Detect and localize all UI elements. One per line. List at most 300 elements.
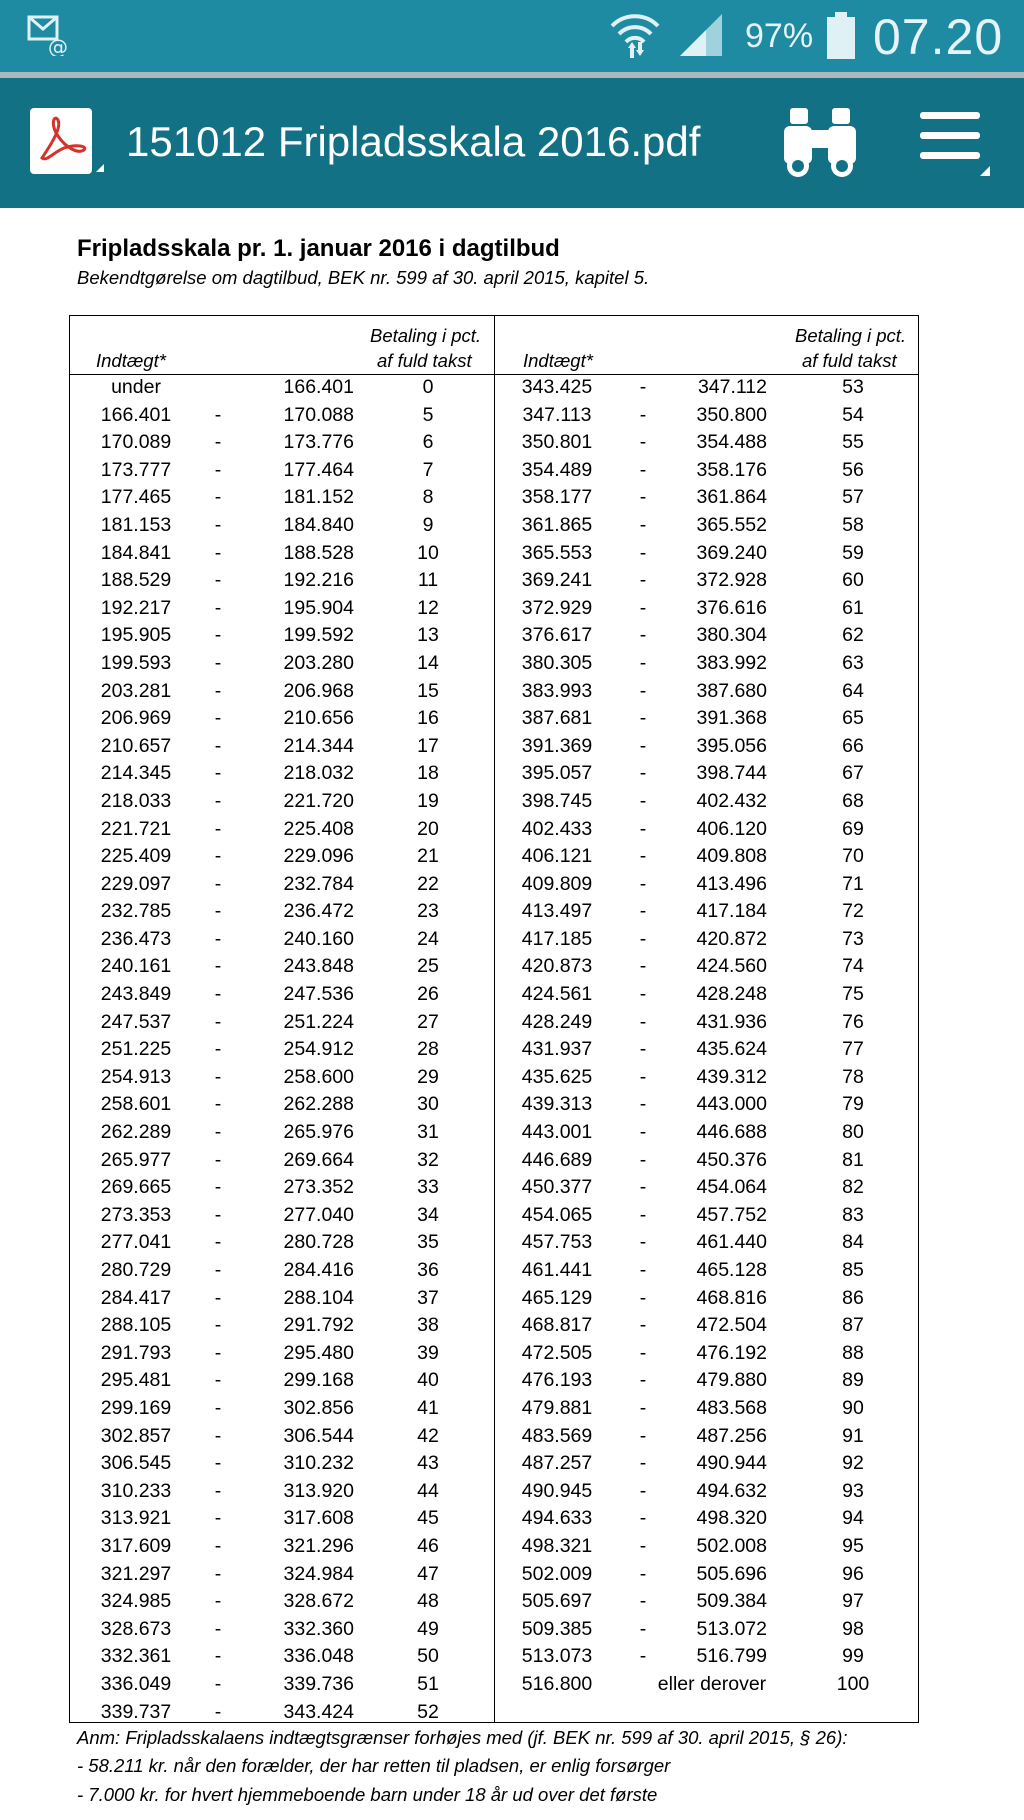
binoculars-search-icon[interactable] — [780, 106, 860, 178]
cell-pct: 9 — [422, 513, 434, 536]
cell-dash: - — [214, 651, 222, 674]
cell-to: 247.536 — [283, 983, 354, 1006]
cell-pct: 49 — [417, 1617, 439, 1640]
cell-from: 332.361 — [100, 1645, 172, 1668]
cell-from: 450.377 — [521, 1176, 593, 1199]
cell-to: 218.032 — [283, 762, 354, 785]
cell-from: 361.865 — [521, 513, 593, 536]
cell-dash: - — [214, 845, 222, 868]
svg-text:@: @ — [48, 35, 68, 56]
cell-from: 398.745 — [521, 789, 593, 812]
cell-from: 502.009 — [521, 1562, 593, 1585]
cell-to: 203.280 — [283, 651, 354, 674]
cell-pct: 21 — [417, 845, 439, 868]
cell-dash: - — [214, 707, 222, 730]
cell-to: 420.872 — [696, 927, 767, 950]
cell-dash: - — [639, 624, 647, 647]
cell-dash: - — [639, 679, 647, 702]
cell-dash: - — [639, 845, 647, 868]
cell-from: 195.905 — [100, 624, 172, 647]
cell-pct: 28 — [417, 1038, 439, 1061]
cell-pct: 59 — [842, 541, 864, 564]
cell-from: 446.689 — [521, 1148, 593, 1171]
cell-from: 221.721 — [100, 817, 172, 840]
cell-pct: 23 — [417, 900, 439, 923]
cell-to: 269.664 — [283, 1148, 354, 1171]
cell-dash: - — [639, 1590, 647, 1613]
cell-to: 214.344 — [283, 734, 354, 757]
cell-from: 443.001 — [521, 1121, 593, 1144]
cell-dash: - — [214, 817, 222, 840]
cell-dash: - — [214, 1038, 222, 1061]
cell-dash: - — [214, 624, 222, 647]
document-subtitle: Bekendtgørelse om dagtilbud, BEK nr. 599 af 30. april 2015, kapitel 5. — [77, 267, 650, 288]
cell-dash: - — [639, 403, 647, 426]
cell-dash: - — [214, 1534, 222, 1557]
cell-pct: 11 — [417, 569, 439, 592]
cell-dash: - — [639, 1286, 647, 1309]
cell-pct: 54 — [842, 403, 864, 426]
cell-from: 395.057 — [521, 762, 593, 785]
cell-pct: 56 — [842, 458, 864, 481]
cell-from: 483.569 — [521, 1424, 593, 1447]
cell-dash: - — [639, 1148, 647, 1171]
cell-dash: - — [639, 1424, 647, 1447]
cell-pct: 70 — [842, 845, 864, 868]
cell-pct: 25 — [417, 955, 439, 978]
cell-pct: 10 — [417, 541, 439, 564]
cell-to: 206.968 — [283, 679, 354, 702]
cell-dash: - — [639, 541, 647, 564]
cell-dash: - — [214, 983, 222, 1006]
cell-dash: - — [639, 1176, 647, 1199]
cell-dash: - — [639, 1341, 647, 1364]
cell-pct: 34 — [417, 1203, 439, 1226]
battery-icon — [826, 12, 856, 60]
cell-dash: - — [214, 1645, 222, 1668]
cell-pct: 82 — [842, 1176, 864, 1199]
cell-from: 306.545 — [100, 1452, 172, 1475]
cell-dash: - — [639, 431, 647, 454]
cell-pct: 80 — [842, 1121, 864, 1144]
cell-pct: 96 — [842, 1562, 864, 1585]
left-payment-header-line1: Betaling i pct. — [370, 325, 482, 346]
cell-dash: - — [639, 817, 647, 840]
cell-from: 236.473 — [100, 927, 172, 950]
cell-from: 468.817 — [521, 1314, 593, 1337]
cell-dash: - — [214, 900, 222, 923]
cell-pct: 37 — [417, 1286, 439, 1309]
cell-pct: 58 — [842, 513, 864, 536]
pdf-app-icon[interactable] — [28, 106, 104, 182]
cell-from: 265.977 — [100, 1148, 172, 1171]
cell-pct: 69 — [842, 817, 864, 840]
cell-dash: - — [639, 734, 647, 757]
cell-to: 498.320 — [696, 1507, 767, 1530]
cell-pct: 20 — [417, 817, 439, 840]
cell-from: 516.800 — [521, 1672, 593, 1695]
cell-to: 435.624 — [696, 1038, 767, 1061]
cell-pct: 52 — [417, 1700, 439, 1723]
cell-pct: 74 — [842, 955, 864, 978]
cell-pct: 31 — [417, 1121, 439, 1144]
cell-from: 295.481 — [100, 1369, 172, 1392]
file-title: 151012 Fripladsskala 2016.pdf — [126, 118, 701, 165]
cell-to: 184.840 — [283, 513, 354, 536]
cell-to: 251.224 — [283, 1010, 354, 1033]
cell-from: 254.913 — [100, 1065, 172, 1088]
cell-from: 509.385 — [521, 1617, 593, 1640]
cell-pct: 13 — [417, 624, 439, 647]
cell-to: 243.848 — [283, 955, 354, 978]
cell-to: 299.168 — [283, 1369, 354, 1392]
cell-pct: 71 — [842, 872, 864, 895]
cell-to: 476.192 — [696, 1341, 767, 1364]
cell-to: 254.912 — [283, 1038, 354, 1061]
cell-pct: 62 — [842, 624, 864, 647]
cell-from: 424.561 — [521, 983, 593, 1006]
cell-from: 291.793 — [100, 1341, 172, 1364]
cell-to: 505.696 — [696, 1562, 767, 1585]
cell-pct: 83 — [842, 1203, 864, 1226]
cell-from: 372.929 — [521, 596, 593, 619]
cell-to: 188.528 — [283, 541, 354, 564]
cell-from: 192.217 — [100, 596, 172, 619]
cell-to: 428.248 — [696, 983, 767, 1006]
cell-dash: - — [639, 1231, 647, 1254]
cell-pct: 18 — [417, 762, 439, 785]
cell-pct: 41 — [417, 1396, 439, 1419]
cell-pct: 75 — [842, 983, 864, 1006]
cell-dash: - — [639, 1534, 647, 1557]
cell-dash: - — [214, 872, 222, 895]
cell-from: 181.153 — [100, 513, 172, 536]
cell-to: 490.944 — [696, 1452, 767, 1475]
cell-dash: - — [214, 513, 222, 536]
cell-from: 431.937 — [521, 1038, 593, 1061]
cell-pct: 94 — [842, 1507, 864, 1530]
cell-to: 332.360 — [283, 1617, 354, 1640]
cell-dash: - — [214, 431, 222, 454]
cell-to: 339.736 — [283, 1672, 354, 1695]
cell-dash: - — [214, 789, 222, 812]
cell-to: 461.440 — [696, 1231, 767, 1254]
cell-pct: 77 — [842, 1038, 864, 1061]
cell-from: 347.113 — [522, 403, 592, 426]
cell-from: 380.305 — [521, 651, 593, 674]
cell-pct: 48 — [417, 1590, 439, 1613]
cell-pct: 47 — [417, 1562, 439, 1585]
cell-dash: - — [214, 1452, 222, 1475]
cell-to: 273.352 — [283, 1176, 354, 1199]
cell-pct: 33 — [417, 1176, 439, 1199]
cell-from: 203.281 — [100, 679, 172, 702]
cell-to: 265.976 — [283, 1121, 354, 1144]
cell-from: 258.601 — [100, 1093, 172, 1116]
cell-to: 494.632 — [696, 1479, 767, 1502]
cell-pct: 91 — [842, 1424, 864, 1447]
cell-dash: - — [214, 596, 222, 619]
cell-from: 343.425 — [521, 376, 593, 398]
cell-from: 262.289 — [100, 1121, 172, 1144]
cell-pct: 84 — [842, 1231, 864, 1254]
cell-from: 350.801 — [521, 431, 593, 454]
cell-dash: - — [639, 1259, 647, 1281]
document-title: Fripladsskala pr. 1. januar 2016 i dagtilbud — [77, 235, 560, 262]
cell-from: 420.873 — [521, 955, 593, 978]
cell-dash: - — [639, 1645, 647, 1668]
cell-from: 354.489 — [521, 458, 593, 481]
cell-from: 313.921 — [100, 1507, 172, 1530]
cell-pct: 15 — [417, 679, 439, 702]
cell-pct: 17 — [417, 734, 439, 757]
cell-pct: 68 — [842, 789, 864, 812]
cell-to: 317.608 — [283, 1507, 354, 1530]
cell-pct: 66 — [842, 734, 864, 757]
cell-from: 277.041 — [100, 1231, 172, 1254]
cell-from: 465.129 — [521, 1286, 593, 1309]
cell-from: 321.297 — [100, 1562, 172, 1585]
cell-pct: 100 — [836, 1672, 870, 1695]
battery-percent: 97% — [745, 17, 814, 55]
cell-pct: 14 — [417, 651, 439, 674]
cell-dash: - — [639, 1452, 647, 1475]
cell-from: 166.401 — [100, 403, 172, 426]
pdf-page — [0, 208, 1024, 1820]
cell-pct: 61 — [842, 596, 864, 619]
cell-from: 310.233 — [100, 1479, 172, 1502]
cell-from: 247.537 — [100, 1010, 172, 1033]
cell-pct: 72 — [842, 900, 864, 923]
cell-dash: - — [214, 1259, 222, 1281]
cell-dash: - — [214, 1562, 222, 1585]
cell-from: 376.617 — [521, 624, 593, 647]
cell-to: 483.568 — [696, 1396, 767, 1419]
cell-from: 317.609 — [100, 1534, 172, 1557]
cell-to: 417.184 — [696, 900, 767, 923]
cell-pct: 45 — [417, 1507, 439, 1530]
cell-dash: - — [214, 1396, 222, 1419]
status-bar — [0, 0, 1024, 72]
cell-to: 166.401 — [283, 376, 354, 398]
cell-from: 218.033 — [100, 789, 172, 812]
cell-pct: 67 — [842, 762, 864, 785]
left-payment-header-line2: af fuld takst — [377, 350, 472, 371]
cell-from: 184.841 — [100, 541, 172, 564]
cell-pct: 95 — [842, 1534, 864, 1557]
cell-dash: - — [639, 1396, 647, 1419]
cell-from: 369.241 — [521, 569, 593, 592]
cell-dash: - — [639, 1010, 647, 1033]
cell-from: 232.785 — [100, 900, 172, 923]
cell-to: 236.472 — [283, 900, 354, 923]
cell-dash: - — [214, 1314, 222, 1337]
cell-dash: - — [214, 1176, 222, 1199]
cell-dash: - — [214, 1369, 222, 1392]
cell-to: 398.744 — [696, 762, 767, 785]
cell-dash: - — [214, 1231, 222, 1254]
cell-dash: - — [639, 927, 647, 950]
cell-pct: 6 — [422, 431, 434, 454]
cell-from: 225.409 — [100, 845, 172, 868]
cell-from: 476.193 — [521, 1369, 593, 1392]
cell-to: 199.592 — [283, 624, 354, 647]
cell-dash: - — [639, 1093, 647, 1116]
cell-pct: 16 — [417, 707, 439, 730]
cell-to: 177.464 — [283, 458, 354, 481]
cell-pct: 99 — [842, 1645, 864, 1668]
cell-to: 376.616 — [696, 596, 767, 619]
cell-pct: 57 — [842, 486, 864, 509]
cell-dash: - — [639, 900, 647, 923]
cell-from: 413.497 — [521, 900, 593, 923]
cell-to: 516.799 — [696, 1645, 767, 1668]
cell-to: 369.240 — [696, 541, 767, 564]
cell-from: 479.881 — [521, 1396, 593, 1419]
cell-pct: 26 — [417, 983, 439, 1006]
cell-pct: 30 — [417, 1093, 439, 1116]
cell-pct: 32 — [417, 1148, 439, 1171]
cell-from: 299.169 — [100, 1396, 172, 1419]
cell-pct: 29 — [417, 1065, 439, 1088]
cell-pct: 8 — [422, 486, 434, 509]
cell-from: under — [111, 376, 161, 398]
cell-pct: 55 — [842, 431, 864, 454]
left-income-header: Indtægt* — [96, 350, 166, 371]
cell-pct: 78 — [842, 1065, 864, 1088]
cell-to: 195.904 — [283, 596, 354, 619]
cell-to: 310.232 — [283, 1452, 354, 1475]
cell-to: 324.984 — [283, 1562, 354, 1585]
cell-to: 170.088 — [283, 403, 354, 426]
cell-pct: 7 — [422, 458, 434, 481]
cell-to: 347.112 — [697, 376, 767, 398]
cell-to: 280.728 — [283, 1231, 354, 1254]
cell-dash: - — [639, 1121, 647, 1144]
cell-pct: 12 — [417, 596, 439, 619]
cell-to: 365.552 — [696, 513, 767, 536]
cell-to: 302.856 — [283, 1396, 354, 1419]
cell-pct: 24 — [417, 927, 439, 950]
cell-from: 284.417 — [100, 1286, 172, 1309]
cell-dash: - — [639, 762, 647, 785]
cell-from: 269.665 — [100, 1176, 172, 1199]
cell-to: 446.688 — [696, 1121, 767, 1144]
cell-dash: - — [214, 1065, 222, 1088]
cell-to: 383.992 — [696, 651, 767, 674]
right-income-header: Indtægt* — [523, 350, 593, 371]
cell-pct: 39 — [417, 1341, 439, 1364]
cell-to: eller derover — [657, 1672, 767, 1695]
menu-icon[interactable] — [916, 106, 992, 178]
cell-pct: 79 — [842, 1093, 864, 1116]
cell-dash: - — [214, 1617, 222, 1640]
cell-to: 229.096 — [283, 845, 354, 868]
cell-dash: - — [639, 1562, 647, 1585]
cell-pct: 19 — [417, 789, 439, 812]
cell-dash: - — [639, 707, 647, 730]
cell-from: 505.697 — [521, 1590, 593, 1613]
cell-from: 439.313 — [521, 1093, 593, 1116]
cell-dash: - — [214, 1590, 222, 1613]
cell-to: 431.936 — [696, 1010, 767, 1033]
cell-pct: 22 — [417, 872, 439, 895]
cell-dash: - — [639, 1617, 647, 1640]
note-line-1: Anm: Fripladsskalaens indtægtsgrænser forhøjes med (jf. BEK nr. 599 af 30. april 2015, § 26): — [77, 1727, 848, 1748]
app-bar — [0, 78, 1024, 208]
cell-dash: - — [639, 458, 647, 481]
cell-to: 291.792 — [283, 1314, 354, 1337]
cell-to: 181.152 — [283, 486, 354, 509]
cell-dash: - — [214, 679, 222, 702]
cell-from: 210.657 — [100, 734, 172, 757]
cell-dash: - — [214, 1424, 222, 1447]
right-payment-header-line1: Betaling i pct. — [795, 325, 907, 346]
cell-pct: 63 — [842, 651, 864, 674]
cell-to: 225.408 — [283, 817, 354, 840]
note-line-2: - 58.211 kr. når den forælder, der har retten til pladsen, er enlig forsørger — [77, 1755, 671, 1776]
cell-pct: 64 — [842, 679, 864, 702]
cell-to: 439.312 — [696, 1065, 767, 1088]
signal-icon — [676, 12, 726, 58]
cell-dash: - — [214, 1203, 222, 1226]
cell-from: 273.353 — [100, 1203, 172, 1226]
cell-to: 372.928 — [696, 569, 767, 592]
cell-dash: - — [639, 983, 647, 1006]
cell-pct: 97 — [842, 1590, 864, 1613]
cell-pct: 85 — [842, 1259, 864, 1281]
cell-to: 361.864 — [696, 486, 767, 509]
cell-dash: - — [214, 955, 222, 978]
cell-dash: - — [639, 569, 647, 592]
cell-from: 513.073 — [521, 1645, 593, 1668]
cell-dash: - — [214, 1286, 222, 1309]
cell-pct: 53 — [842, 376, 864, 398]
cell-dash: - — [214, 541, 222, 564]
cell-pct: 89 — [842, 1369, 864, 1392]
cell-pct: 86 — [842, 1286, 864, 1309]
cell-from: 336.049 — [100, 1672, 172, 1695]
cell-from: 387.681 — [521, 707, 593, 730]
cell-to: 354.488 — [696, 431, 767, 454]
cell-to: 454.064 — [696, 1176, 767, 1199]
cell-pct: 90 — [842, 1396, 864, 1419]
cell-dash: - — [214, 403, 222, 426]
cell-from: 358.177 — [521, 486, 593, 509]
cell-to: 343.424 — [283, 1700, 354, 1723]
cell-to: 358.176 — [696, 458, 767, 481]
cell-pct: 35 — [417, 1231, 439, 1254]
cell-to: 413.496 — [696, 872, 767, 895]
cell-pct: 5 — [422, 403, 434, 426]
cell-dash: - — [214, 1093, 222, 1116]
cell-dash: - — [639, 955, 647, 978]
cell-dash: - — [214, 1672, 222, 1695]
note-line-3: - 7.000 kr. for hvert hjemmeboende barn under 18 år ud over det første — [77, 1784, 658, 1805]
cell-to: 502.008 — [696, 1534, 767, 1557]
cell-to: 258.600 — [283, 1065, 354, 1088]
cell-to: 479.880 — [696, 1369, 767, 1392]
cell-from: 409.809 — [521, 872, 593, 895]
cell-to: 306.544 — [283, 1424, 354, 1447]
cell-from: 365.553 — [521, 541, 593, 564]
cell-from: 417.185 — [521, 927, 593, 950]
cell-from: 428.249 — [521, 1010, 593, 1033]
cell-pct: 92 — [842, 1452, 864, 1475]
cell-pct: 51 — [417, 1672, 439, 1695]
cell-pct: 38 — [417, 1314, 439, 1337]
cell-from: 490.945 — [521, 1479, 593, 1502]
